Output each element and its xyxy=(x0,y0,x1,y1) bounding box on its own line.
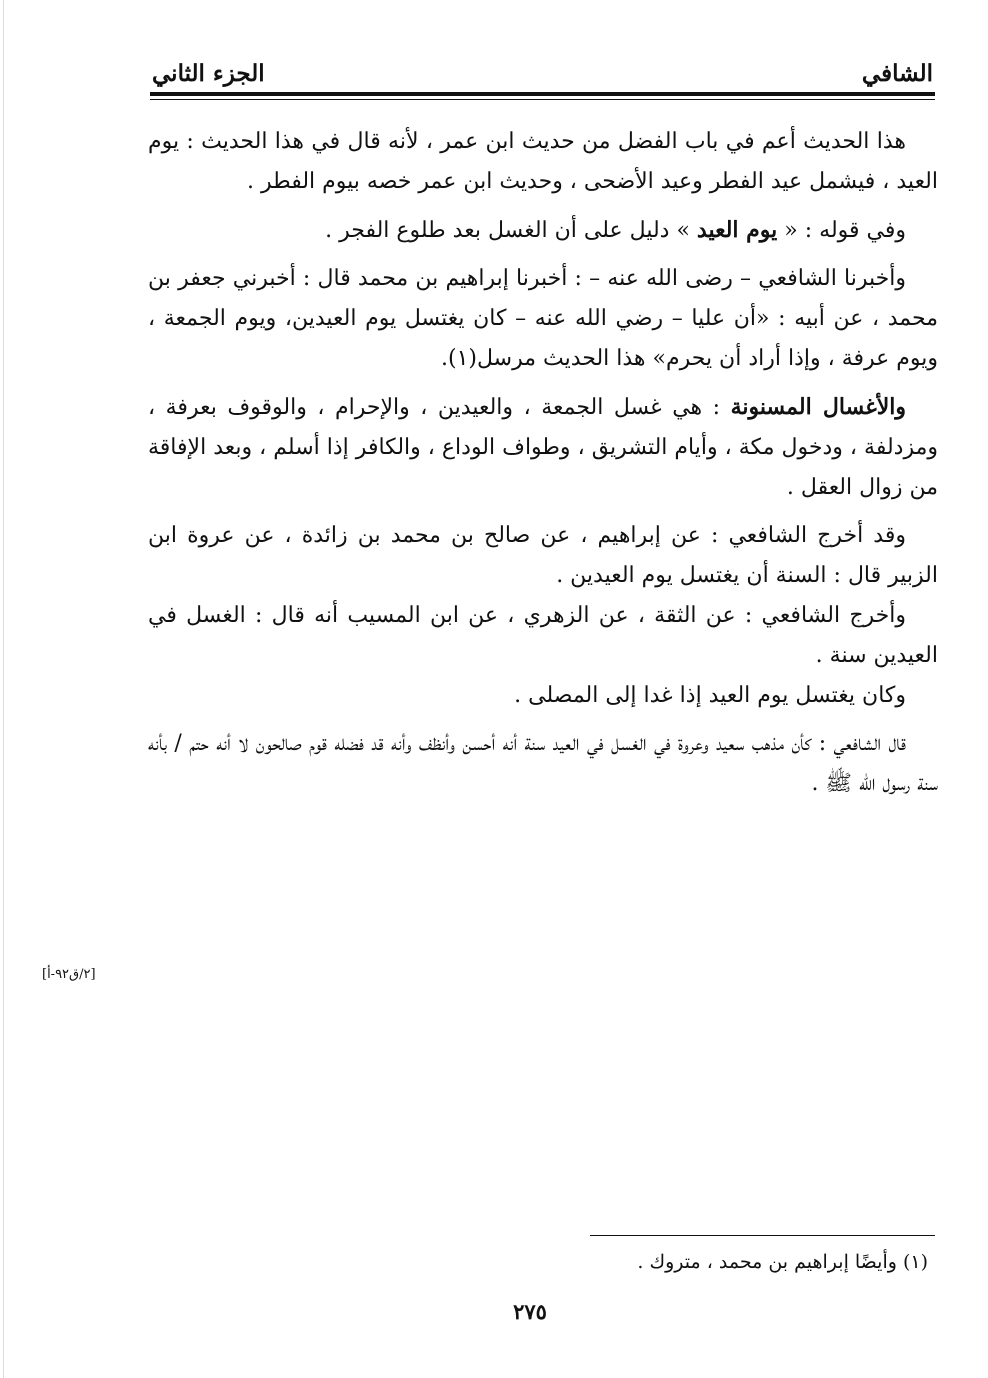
footnote-rule xyxy=(590,1235,935,1236)
paragraph-4-bold-lead: والأغسال المسنونة xyxy=(730,394,907,420)
paragraph-4-text: : هي غسل الجمعة ، والعيدين ، والإحرام ، والوقوف بعرفة ، ومزدلفة ، ودخول مكة ، وأيام التشريق ، وطواف الوداع ، والكافر إذا أسلم ، وبعد الإفاقة من زوال العقل . xyxy=(148,395,938,500)
paragraph-7 xyxy=(148,676,938,716)
volume-label: الجزء الثاني xyxy=(152,60,265,87)
footnote: (١) وأيضًا إبراهيم بن محمد ، متروك . xyxy=(637,1251,928,1273)
paragraph-7-text: وكان يغتسل يوم العيد إذا غدا إلى المصلى . xyxy=(514,683,906,708)
manuscript-folio-note: [٢/ق٩٢-أ] xyxy=(42,967,96,982)
paragraph-6-text: وأخرج الشافعي : عن الثقة ، عن الزهري ، عن ابن المسيب أنه قال : الغسل في العيدين سنة . xyxy=(148,603,938,668)
paragraph-2-text-before: وفي قوله : « xyxy=(777,218,906,243)
main-text xyxy=(148,122,938,804)
paragraph-1 xyxy=(148,122,938,202)
page-number: ٢٧٥ xyxy=(513,1299,547,1324)
header-rule-thin xyxy=(150,99,935,100)
paragraph-2-bold-phrase: يوم العيد xyxy=(696,217,778,243)
paragraph-2-text-after: » دليل على أن الغسل بعد طلوع الفجر . xyxy=(325,218,697,243)
book-title: الشافي xyxy=(861,60,933,87)
header-rule-thick xyxy=(150,92,935,96)
paragraph-1-text: هذا الحديث أعم في باب الفضل من حديث ابن عمر ، لأنه قال في هذا الحديث : يوم العيد ، فيشمل عيد الفطر وعيد الأضحى ، وحديث ابن عمر خصه بيوم الفطر . xyxy=(148,129,938,194)
paragraph-2 xyxy=(148,210,938,251)
paragraph-6 xyxy=(148,596,938,676)
paragraph-8 xyxy=(148,724,938,804)
paragraph-3-text: وأخبرنا الشافعي – رضى الله عنه – : أخبرنا إبراهيم بن محمد قال : أخبرني جعفر بن محمد ، عن أبيه : «أن عليا – رضي الله عنه – كان يغتسل يوم العيدين، ويوم الجمعة ، ويوم عرفة ، وإذا أراد أن يحرم» هذا الحديث مرسل(١). xyxy=(148,266,938,371)
paragraph-3 xyxy=(148,259,938,379)
paragraph-5-text: وقد أخرج الشافعي : عن إبراهيم ، عن صالح بن محمد بن زائدة ، عن عروة ابن الزبير قال : السنة أن يغتسل يوم العيدين . xyxy=(148,523,938,588)
paragraph-8-text: قال الشافعي : كأن مذهب سعيد وعروة في الغسل في العيد سنة أنه أحسن وأنظف وأنه قد فضله قوم صالحون لا أنه حتم / بأنه سنة رسول الله ﷺ . xyxy=(148,731,938,796)
paragraph-4 xyxy=(148,387,938,508)
page-edge xyxy=(3,0,4,1378)
page-header xyxy=(150,52,935,94)
paragraph-5 xyxy=(148,516,938,596)
